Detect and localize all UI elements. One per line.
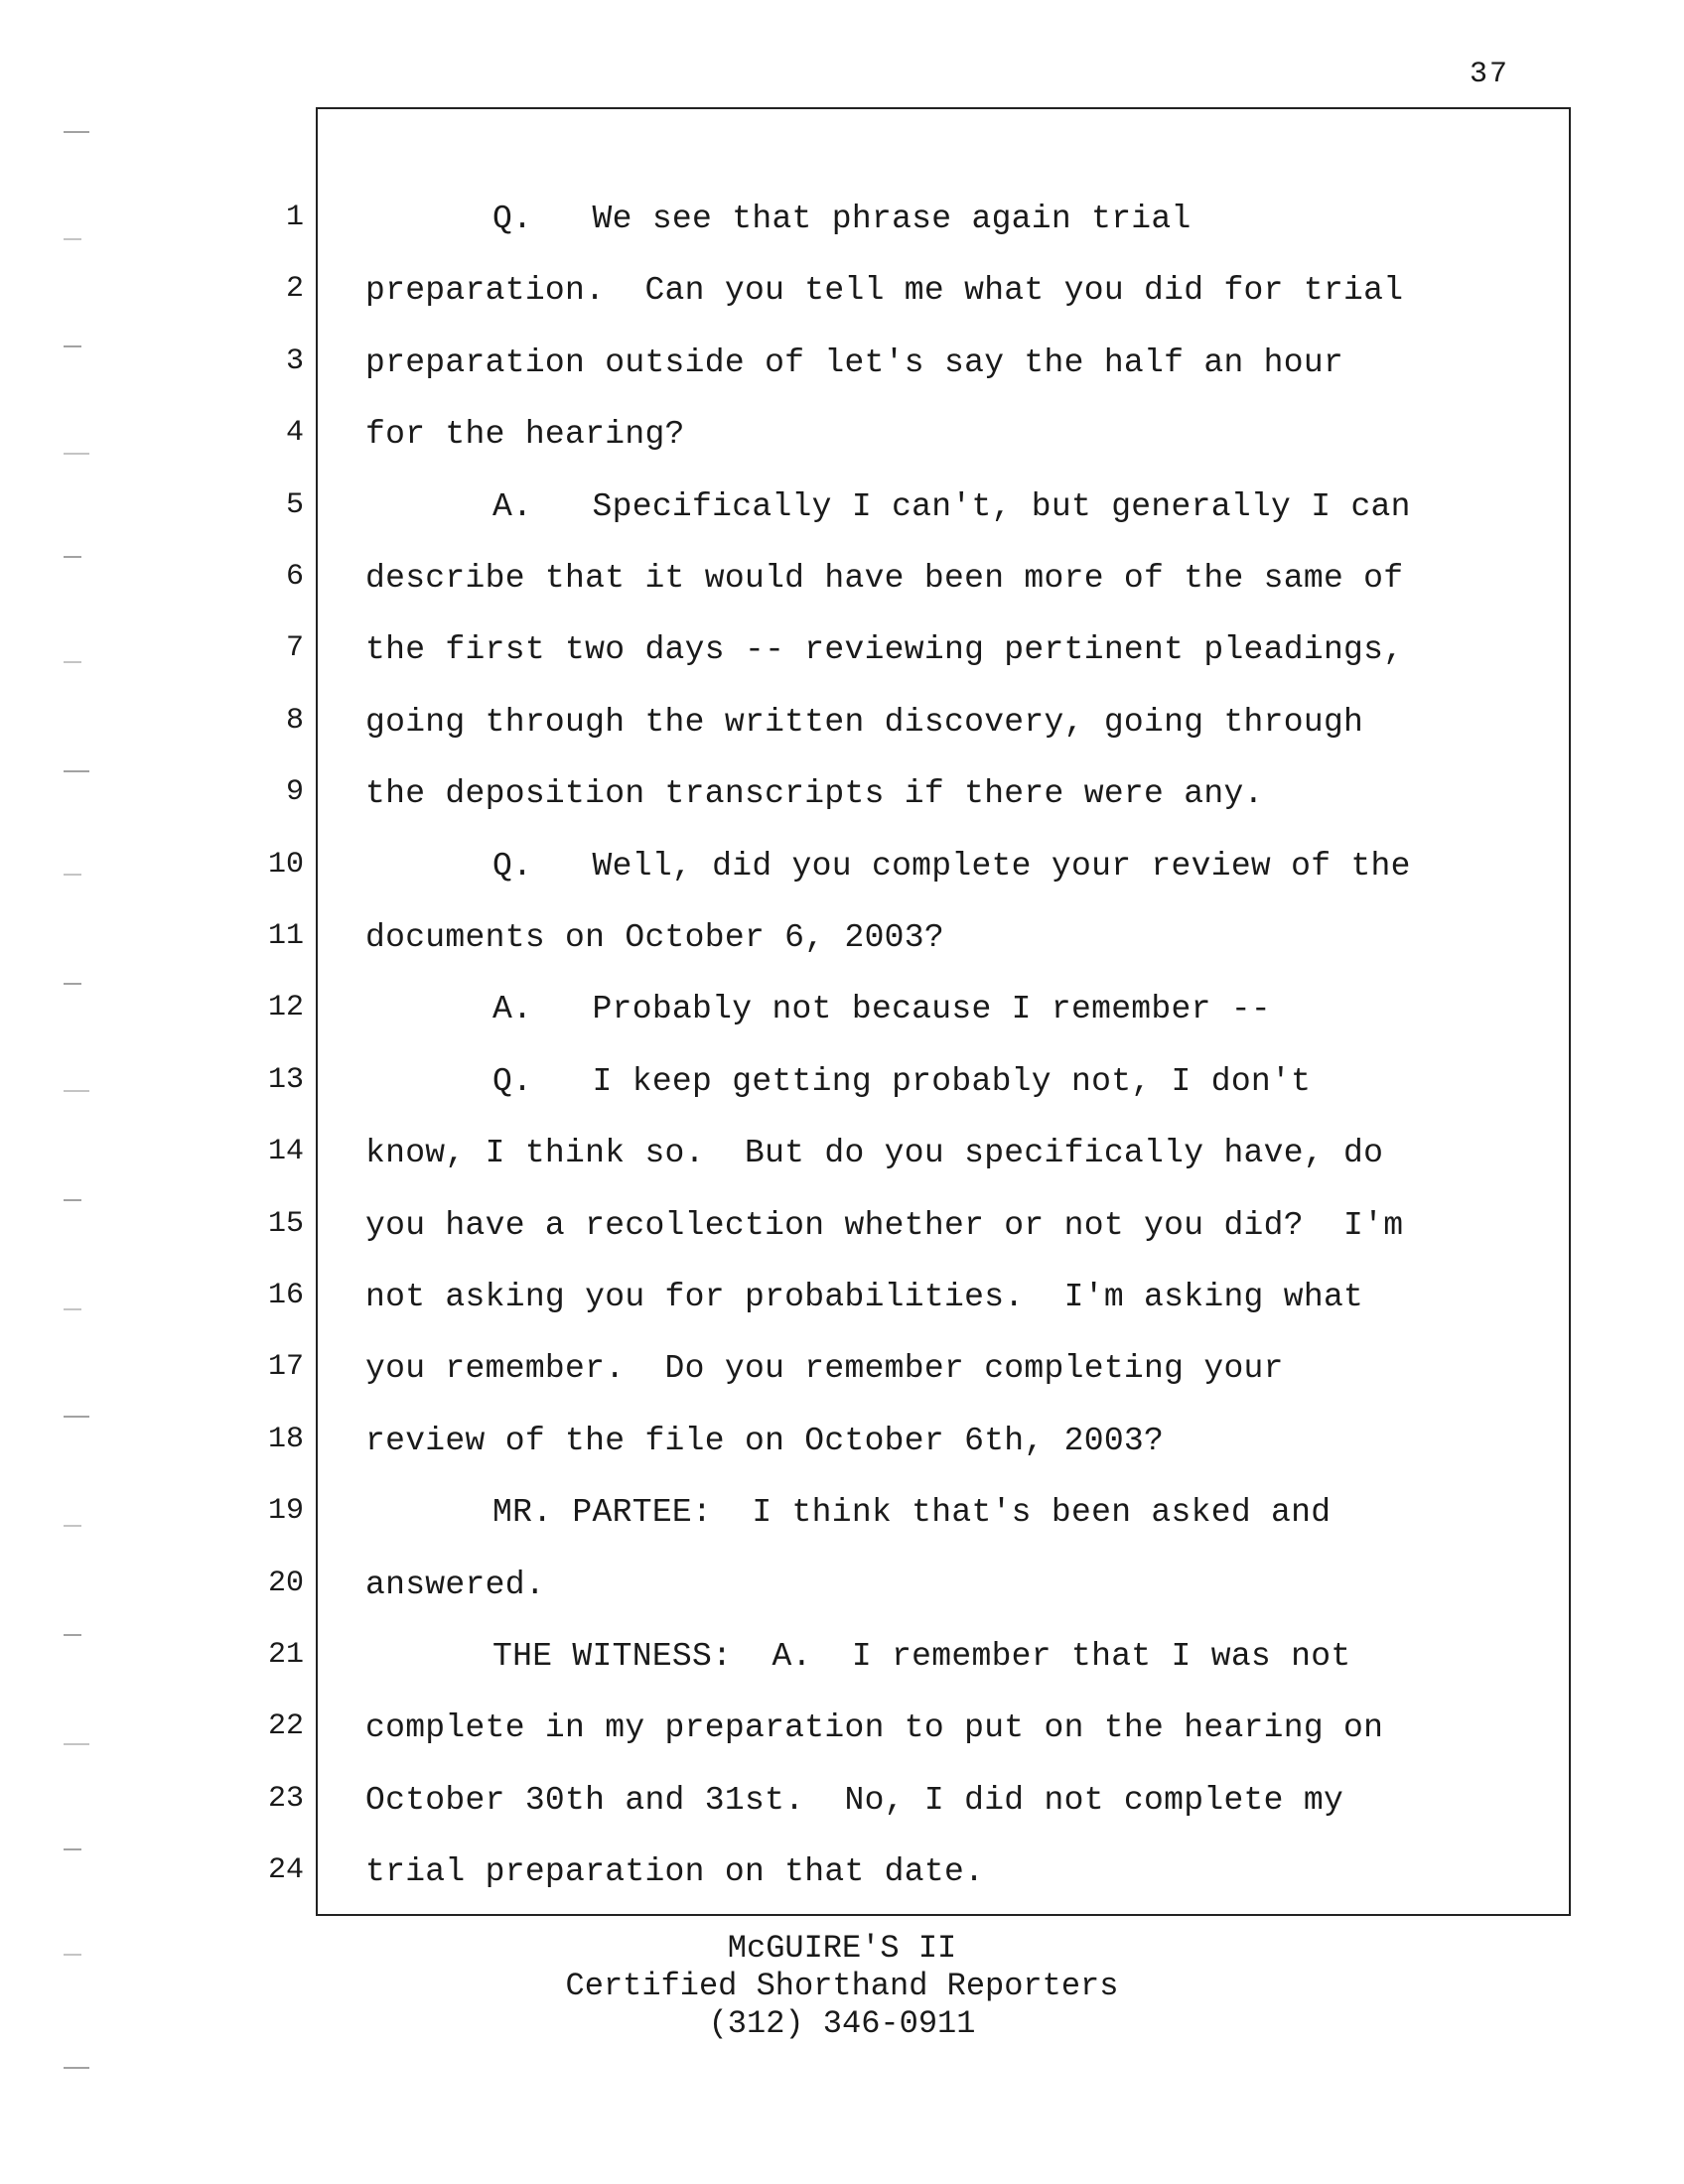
line-number: 16 (267, 1279, 304, 1312)
line-number: 12 (267, 991, 304, 1024)
line-number: 13 (267, 1063, 304, 1097)
transcript-line (0, 201, 1589, 260)
transcript-line (0, 1207, 1589, 1267)
transcript-line (0, 416, 1589, 476)
margin-tick (64, 1199, 81, 1201)
line-number: 23 (267, 1782, 304, 1816)
margin-tick (64, 2067, 89, 2069)
line-text: trial preparation on that date. (365, 1853, 985, 1890)
transcript-line (0, 1063, 1589, 1123)
transcript-line (0, 919, 1589, 979)
transcript-line (0, 272, 1589, 332)
line-text: Q. We see that phrase again trial (492, 201, 1192, 237)
transcript-line (0, 1638, 1589, 1698)
reporter-title: Certified Shorthand Reporters (565, 1968, 1119, 2004)
margin-tick (64, 1634, 81, 1636)
line-text: A. Probably not because I remember -- (492, 991, 1272, 1027)
margin-tick (64, 131, 89, 133)
line-number: 8 (285, 704, 304, 738)
line-number: 2 (285, 272, 304, 306)
margin-tick (64, 770, 89, 772)
line-number: 15 (267, 1207, 304, 1241)
line-text: October 30th and 31st. No, I did not complete my (365, 1782, 1344, 1819)
line-number: 10 (267, 848, 304, 882)
line-number: 5 (285, 488, 304, 522)
margin-tick (64, 661, 81, 663)
line-text: the first two days -- reviewing pertinent pleadings, (365, 631, 1404, 668)
line-number: 1 (285, 201, 304, 234)
line-text: Q. Well, did you complete your review of the (492, 848, 1411, 885)
line-text: documents on October 6, 2003? (365, 919, 944, 956)
transcript-line (0, 488, 1589, 548)
margin-tick (64, 1848, 81, 1850)
margin-tick (64, 983, 81, 985)
transcript-line (0, 1423, 1589, 1482)
transcript-line (0, 1782, 1589, 1842)
margin-tick (64, 1954, 81, 1956)
transcript-line (0, 1350, 1589, 1410)
line-text: A. Specifically I can't, but generally I can (492, 488, 1411, 525)
transcript-line (0, 344, 1589, 404)
margin-tick (64, 556, 81, 558)
margin-tick (64, 1743, 89, 1745)
transcript-line (0, 848, 1589, 907)
line-text: preparation outside of let's say the half an hour (365, 344, 1344, 381)
margin-tick (64, 453, 89, 455)
line-number: 11 (267, 919, 304, 953)
transcript-line (0, 1567, 1589, 1626)
line-text: answered. (365, 1567, 545, 1603)
line-text: describe that it would have been more of the same of (365, 560, 1404, 597)
transcript-line (0, 560, 1589, 619)
line-number: 4 (285, 416, 304, 450)
line-number: 14 (267, 1135, 304, 1168)
line-number: 18 (267, 1423, 304, 1456)
line-number: 19 (267, 1494, 304, 1528)
margin-tick (64, 345, 81, 347)
line-text: preparation. Can you tell me what you did for trial (365, 272, 1404, 309)
line-text: MR. PARTEE: I think that's been asked and (492, 1494, 1332, 1531)
line-text: for the hearing? (365, 416, 685, 453)
margin-tick (64, 1090, 89, 1092)
line-text: you remember. Do you remember completing your (365, 1350, 1284, 1387)
transcript-line (0, 1279, 1589, 1338)
transcript-line (0, 991, 1589, 1050)
margin-tick (64, 874, 81, 876)
line-text: THE WITNESS: A. I remember that I was not (492, 1638, 1351, 1675)
line-text: not asking you for probabilities. I'm asking what (365, 1279, 1364, 1315)
transcript-line (0, 775, 1589, 835)
line-number: 7 (285, 631, 304, 665)
margin-tick (64, 1525, 81, 1527)
line-text: the deposition transcripts if there were any. (365, 775, 1264, 812)
transcript-line (0, 1135, 1589, 1194)
line-number: 22 (267, 1709, 304, 1743)
line-number: 9 (285, 775, 304, 809)
line-text: know, I think so. But do you specifically have, do (365, 1135, 1384, 1171)
line-number: 6 (285, 560, 304, 594)
line-text: review of the file on October 6th, 2003? (365, 1423, 1165, 1459)
margin-tick (64, 238, 81, 240)
transcript-line (0, 1709, 1589, 1769)
line-text: going through the written discovery, going through (365, 704, 1364, 741)
line-number: 24 (267, 1853, 304, 1887)
reporter-phone: (312) 346-0911 (708, 2005, 976, 2042)
transcript-line (0, 631, 1589, 691)
line-number: 21 (267, 1638, 304, 1672)
transcript-line (0, 1494, 1589, 1554)
line-number: 20 (267, 1567, 304, 1600)
transcript-line (0, 1853, 1589, 1913)
line-number: 17 (267, 1350, 304, 1384)
margin-tick (64, 1308, 81, 1310)
page-number: 37 (1470, 58, 1510, 91)
margin-tick (64, 1416, 89, 1418)
line-text: Q. I keep getting probably not, I don't (492, 1063, 1312, 1100)
line-text: complete in my preparation to put on the hearing on (365, 1709, 1384, 1746)
line-number: 3 (285, 344, 304, 378)
line-text: you have a recollection whether or not you did? I'm (365, 1207, 1404, 1244)
transcript-line (0, 704, 1589, 763)
reporter-name: McGUIRE'S II (727, 1930, 957, 1967)
